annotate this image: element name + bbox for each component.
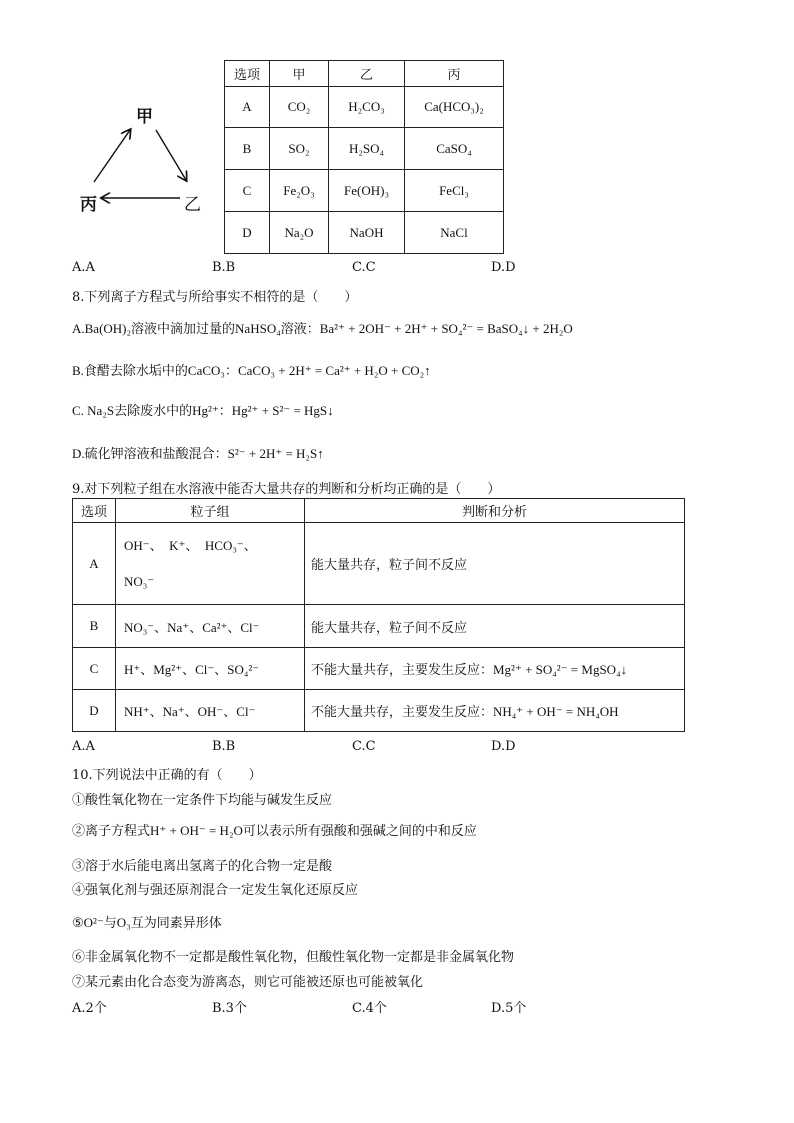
t2-option: C — [73, 648, 116, 690]
q7-option-b[interactable]: B.B — [212, 260, 236, 275]
t1-cell: H₂SO₄ — [329, 128, 405, 170]
t2-particles-line1: OH⁻、 K⁺、 HCO₃⁻、 — [124, 537, 257, 553]
node-bing: 丙 — [80, 195, 97, 215]
t2-analysis: 不能大量共存，主要发生反应：NH₄⁺ + OH⁻ = NH₄OH — [305, 690, 685, 732]
t1-cell: B — [225, 128, 270, 170]
q10-option-b[interactable]: B.3个 — [212, 1001, 247, 1016]
t2-header-particles: 粒子组 — [116, 499, 305, 523]
q7-option-c[interactable]: C.C — [352, 260, 376, 275]
t1-cell: CaSO₄ — [405, 128, 504, 170]
q7-table — [224, 60, 504, 254]
q8-option-a[interactable]: A.Ba(OH)₂溶液中滴加过量的NaHSO₄溶液：Ba²⁺ + 2OH⁻ + 2H⁺ + SO₄²⁻ = BaSO₄↓ + 2H₂O — [72, 321, 573, 336]
q9-option-b[interactable]: B.B — [212, 739, 236, 754]
table-row — [73, 648, 685, 690]
q8-option-d[interactable]: D.硫化钾溶液和盐酸混合：S²⁻ + 2H⁺ = H₂S↑ — [72, 446, 324, 461]
q10-statement-4: ④强氧化剂与强还原剂混合一定发生氧化还原反应 — [72, 883, 359, 898]
t2-particles: NO₃⁻、Na⁺、Ca²⁺、Cl⁻ — [116, 605, 305, 648]
t1-cell: FeCl₃ — [405, 170, 504, 212]
t2-particles-line2: NO₃⁻ — [124, 573, 155, 589]
t1-cell: D — [225, 212, 270, 254]
q10-stem: 10.下列说法中正确的有（ ） — [72, 768, 262, 783]
q10-statement-5: ⑤O²⁻与O₃互为同素异形体 — [72, 915, 222, 930]
t2-option: D — [73, 690, 116, 732]
cycle-diagram — [72, 96, 212, 216]
table-row — [73, 690, 685, 732]
t2-option: B — [73, 605, 116, 648]
node-yi: 乙 — [184, 195, 201, 215]
t1-header-bing: 丙 — [405, 61, 504, 87]
arrow-jia-to-yi — [156, 130, 186, 180]
q7-option-d[interactable]: D.D — [491, 260, 516, 275]
q9-option-a[interactable]: A.A — [72, 739, 95, 754]
t1-cell: CO₂ — [270, 87, 329, 128]
t2-header-option: 选项 — [73, 499, 116, 523]
node-jia: 甲 — [136, 107, 153, 127]
q9-option-c[interactable]: C.C — [352, 739, 376, 754]
t1-cell: NaCl — [405, 212, 504, 254]
t1-cell: Fe(OH)₃ — [329, 170, 405, 212]
q10-option-c[interactable]: C.4个 — [352, 1001, 387, 1016]
t1-cell: C — [225, 170, 270, 212]
t2-analysis: 能大量共存，粒子间不反应 — [305, 523, 685, 605]
t1-header-yi: 乙 — [329, 61, 405, 87]
q10-statement-2: ②离子方程式H⁺ + OH⁻ = H₂O可以表示所有强酸和强碱之间的中和反应 — [72, 823, 477, 838]
t1-header-option: 选项 — [225, 61, 270, 87]
q9-table — [72, 498, 685, 732]
q10-option-a[interactable]: A.2个 — [72, 1001, 107, 1016]
t2-particles — [116, 523, 305, 605]
t1-cell: SO₂ — [270, 128, 329, 170]
table-row — [73, 605, 685, 648]
t2-analysis: 不能大量共存，主要发生反应：Mg²⁺ + SO₄²⁻ = MgSO₄↓ — [305, 648, 685, 690]
t1-cell: H₂CO₃ — [329, 87, 405, 128]
cycle-arrows — [72, 96, 212, 216]
t2-analysis: 能大量共存，粒子间不反应 — [305, 605, 685, 648]
table-row — [225, 170, 504, 212]
q10-statement-6: ⑥非金属氧化物不一定都是酸性氧化物，但酸性氧化物一定都是非金属氧化物 — [72, 950, 515, 965]
q10-statement-1: ①酸性氧化物在一定条件下均能与碱发生反应 — [72, 793, 333, 808]
t2-particles: NH⁺、Na⁺、OH⁻、Cl⁻ — [116, 690, 305, 732]
t1-cell: A — [225, 87, 270, 128]
q9-stem: 9.对下列粒子组在水溶液中能否大量共存的判断和分析均正确的是（ ） — [72, 482, 501, 497]
t1-header-jia: 甲 — [270, 61, 329, 87]
table-row — [225, 87, 504, 128]
t2-header-analysis: 判断和分析 — [305, 499, 685, 523]
q10-statement-3: ③溶于水后能电离出氢离子的化合物一定是酸 — [72, 859, 333, 874]
t2-option: A — [73, 523, 116, 605]
q10-option-d[interactable]: D.5个 — [491, 1001, 527, 1016]
t1-cell: Ca(HCO₃)₂ — [405, 87, 504, 128]
arrow-bing-to-jia — [94, 130, 130, 182]
table-row — [225, 128, 504, 170]
q9-option-d[interactable]: D.D — [491, 739, 516, 754]
table-row — [73, 523, 685, 605]
t1-cell: Fe₂O₃ — [270, 170, 329, 212]
q8-option-b[interactable]: B.食醋去除水垢中的CaCO₃：CaCO₃ + 2H⁺ = Ca²⁺ + H₂O + CO₂↑ — [72, 363, 431, 378]
table-row — [225, 212, 504, 254]
q8-stem: 8.下列离子方程式与所给事实不相符的是（ ） — [72, 290, 358, 305]
t1-cell: Na₂O — [270, 212, 329, 254]
q10-statement-7: ⑦某元素由化合态变为游离态，则它可能被还原也可能被氧化 — [72, 975, 424, 990]
q8-option-c[interactable]: C. Na₂S去除废水中的Hg²⁺：Hg²⁺ + S²⁻ = HgS↓ — [72, 403, 334, 418]
q7-option-a[interactable]: A.A — [72, 260, 95, 275]
t2-particles: H⁺、Mg²⁺、Cl⁻、SO₄²⁻ — [116, 648, 305, 690]
t1-cell: NaOH — [329, 212, 405, 254]
